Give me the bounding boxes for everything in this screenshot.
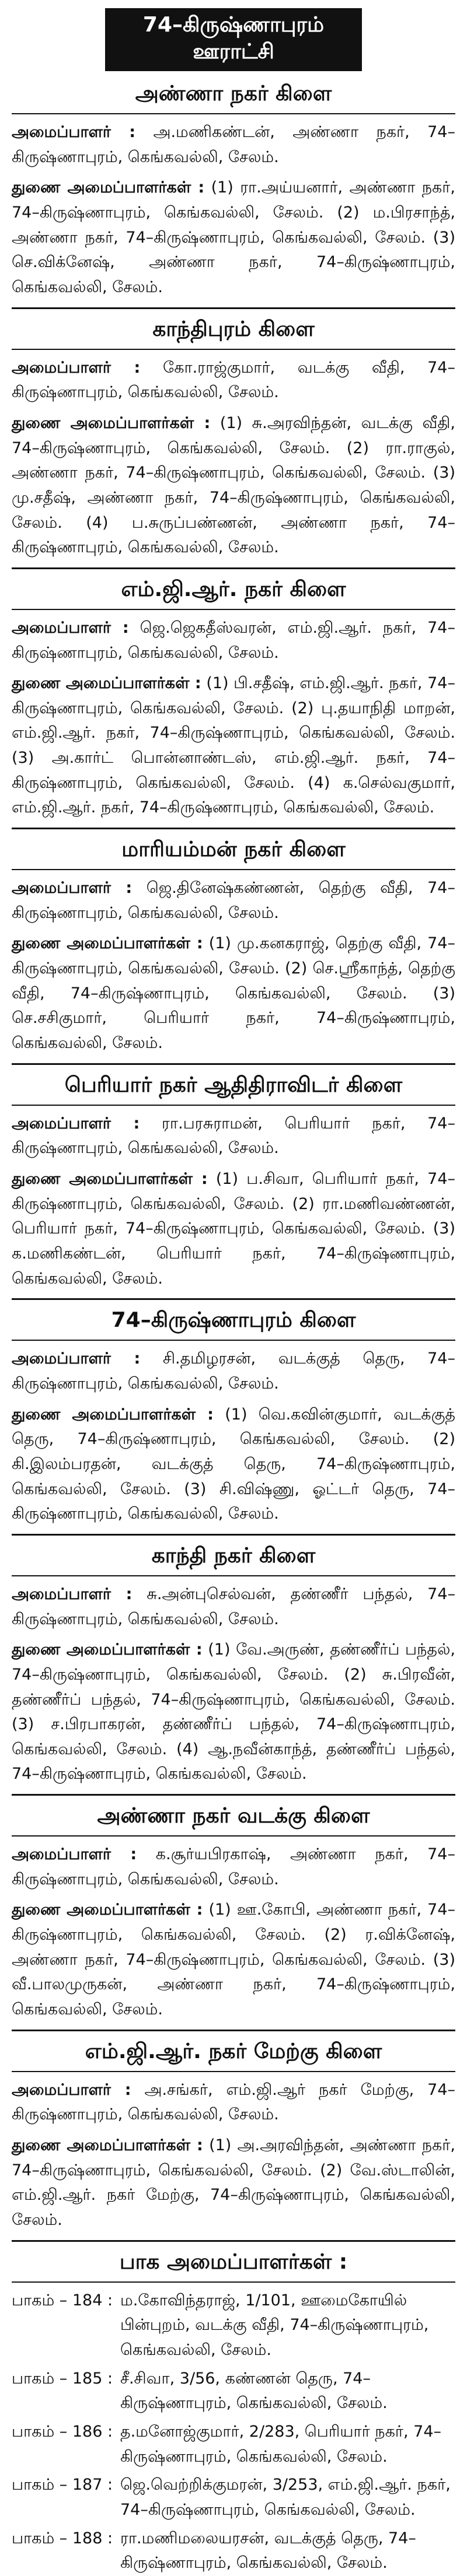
deputies-label: துணை அமைப்பாளர்கள் : bbox=[12, 1641, 203, 1659]
booth-row bbox=[12, 2473, 455, 2522]
organizer-paragraph bbox=[12, 876, 455, 926]
organizer-label: அமைப்பாளர் : bbox=[12, 618, 129, 637]
deputies-text: (1) ரா.அய்யனார், அண்ணா நகர், 74–கிருஷ்ணாபுரம், கெங்கவல்லி, சேலம். (2) ம.பிரசாந்த், அண்ணா நகர், 74–கிருஷ்ணாபுரம், கெங்கவல்லி, சேலம். (3) செ.விக்னேஷ், அண்ணா நகர், 74–கிருஷ்ணாபுரம், கெங்கவல்லி, சேலம். bbox=[12, 178, 455, 296]
organizer-text: சி.தமிழரசன், வடக்குத் தெரு, 74–கிருஷ்ணாபுரம், கெங்கவல்லி, சேலம். bbox=[12, 1350, 455, 1393]
section-divider bbox=[12, 2240, 455, 2242]
deputies-label: துணை அமைப்பாளர்கள் : bbox=[12, 413, 211, 432]
organizer-label: அமைப்பாளர் : bbox=[12, 358, 141, 377]
booth-detail: ரா.மணிமலையரசன், வடக்குத் தெரு, 74–கிருஷ்ணாபுரம், கெங்கவல்லி, சேலம். bbox=[120, 2529, 416, 2573]
branch-title: எம்.ஜி.ஆர். நகர் மேற்கு கிளை bbox=[85, 2039, 382, 2063]
deputies-label: துணை அமைப்பாளர்கள் : bbox=[12, 1901, 203, 1919]
branch-section bbox=[0, 1063, 467, 1292]
organizer-label: அமைப்பாளர் : bbox=[12, 1350, 141, 1368]
organizer-label: அமைப்பாளர் : bbox=[12, 1114, 140, 1133]
organizer-paragraph bbox=[12, 1582, 455, 1632]
section-rule bbox=[12, 1105, 455, 1106]
section-rule bbox=[12, 2071, 455, 2072]
organizer-text: கோ.ராஜ்குமார், வடக்கு வீதி, 74–கிருஷ்ணாபுரம், கெங்கவல்லி, சேலம். bbox=[12, 358, 455, 402]
organizer-paragraph bbox=[12, 2078, 455, 2128]
section-rule bbox=[12, 1835, 455, 1837]
deputies-text: (1) பி.சதீஷ், எம்.ஜி.ஆர். நகர், 74–கிருஷ்ணாபுரம், கெங்கவல்லி, சேலம். (2) பு.தயாநிதி மாறன், எம்.ஜி.ஆர். நகர், 74–கிருஷ்ணாபுரம், கெங்கவல்லி, சேலம். (3) அ.கார்ட் பொன்னாண்டஸ், எம்.ஜி.ஆர். நகர், 74–கிருஷ்ணாபுரம், கெங்கவல்லி, சேலம். (4) க.செல்வகுமார், எம்.ஜி.ஆர். நகர், 74–கிருஷ்ணாபுரம், கெங்கவல்லி, சேலம். bbox=[12, 674, 455, 817]
branch-section bbox=[0, 1298, 467, 1527]
section-divider bbox=[12, 2030, 455, 2031]
booth-row bbox=[12, 2420, 455, 2469]
section-rule bbox=[12, 869, 455, 870]
deputies-paragraph bbox=[12, 1403, 455, 1527]
booth-list bbox=[12, 2288, 455, 2576]
deputies-text: (1) ப.சிவா, பெரியார் நகர், 74–கிருஷ்ணாபுரம், கெங்கவல்லி, சேலம். (2) ரா.மணிவண்ணன், பெரியார் நகர், 74–கிருஷ்ணாபுரம், கெங்கவல்லி, சேலம். (3) க.மணிகண்டன், பெரியார் நகர், 74–கிருஷ்ணாபுரம், கெங்கவல்லி, சேலம். bbox=[12, 1170, 456, 1288]
deputies-label: துணை அமைப்பாளர்கள் : bbox=[12, 2136, 203, 2155]
branch-title: அண்ணா நகர் வடக்கு கிளை bbox=[97, 1804, 370, 1828]
section-rule bbox=[12, 113, 455, 114]
deputies-text: (1) அ.அரவிந்தன், அண்ணா நகர், 74–கிருஷ்ணாபுரம், கெங்கவல்லி, சேலம். (2) வே.ஸ்டாலின், எம்.ஜி.ஆர். நகர் மேற்கு, 74–கிருஷ்ணாபுரம், கெங்கவல்லி, சேலம். bbox=[12, 2136, 455, 2229]
booth-detail: ஜெ.வெற்றிக்குமரன், 3/253, எம்.ஜி.ஆர். நகர், 74–கிருஷ்ணாபுரம், கெங்கவல்லி, சேலம். bbox=[120, 2476, 451, 2519]
booth-number: பாகம் – 185 : bbox=[12, 2369, 113, 2388]
organizer-paragraph bbox=[12, 120, 455, 170]
branch-title: பெரியார் நகர் ஆதிதிராவிடர் கிளை bbox=[64, 1073, 403, 1097]
booth-row bbox=[12, 2288, 455, 2363]
organizer-label: அமைப்பாளர் : bbox=[12, 1845, 137, 1864]
section-divider bbox=[12, 567, 455, 569]
branch-section bbox=[0, 2030, 467, 2233]
branch-title: காந்திபுரம் கிளை bbox=[152, 317, 315, 341]
section-divider bbox=[12, 1534, 455, 1536]
booth-section-title: பாக அமைப்பாளர்கள் : bbox=[119, 2249, 348, 2274]
booth-detail: ம.கோவிந்தராஜ், 1/101, ஊமைகோயில் பின்புறம், வடக்கு வீதி, 74–கிருஷ்ணாபுரம், கெங்கவல்லி, சேலம். bbox=[120, 2291, 429, 2359]
booth-number: பாகம் – 188 : bbox=[12, 2529, 113, 2547]
booth-number: பாகம் – 187 : bbox=[12, 2476, 113, 2494]
deputies-label: துணை அமைப்பாளர்கள் : bbox=[12, 674, 201, 693]
booth-detail: சீ.சிவா, 3/56, கண்ணன் தெரு, 74–கிருஷ்ணாபுரம், கெங்கவல்லி, சேலம். bbox=[120, 2369, 388, 2413]
booth-row bbox=[12, 2367, 455, 2416]
branch-section bbox=[0, 1794, 467, 2023]
organizer-text: ஜெ.தினேஷ்கண்ணன், தெற்கு வீதி, 74–கிருஷ்ணாபுரம், கெங்கவல்லி, சேலம். bbox=[12, 879, 455, 922]
deputies-paragraph bbox=[12, 2133, 455, 2233]
organizer-text: சு.அன்புசெல்வன், தண்ணீர் பந்தல், 74–கிருஷ்ணாபுரம், கெங்கவல்லி, சேலம். bbox=[12, 1585, 455, 1628]
branch-title: மாரியம்மன் நகர் கிளை bbox=[121, 837, 346, 862]
organizer-text: க.சூர்யபிரகாஷ், அண்ணா நகர், 74–கிருஷ்ணாபுரம், கெங்கவல்லி, சேலம். bbox=[12, 1845, 455, 1888]
branch-section bbox=[0, 82, 467, 300]
organizer-label: அமைப்பாளர் : bbox=[12, 123, 136, 141]
organizer-text: அ.மணிகண்டன், அண்ணா நகர், 74–கிருஷ்ணாபுரம், கெங்கவல்லி, சேலம். bbox=[12, 123, 455, 166]
deputies-text: (1) ஊ.கோபி, அண்ணா நகர், 74–கிருஷ்ணாபுரம், கெங்கவல்லி, சேலம். (2) ர.விக்னேஷ், அண்ணா நகர், 74–கிருஷ்ணாபுரம், கெங்கவல்லி, சேலம். (3) வீ.பாலமுருகன், அண்ணா நகர், 74–கிருஷ்ணாபுரம், கெங்கவல்லி, சேலம். bbox=[12, 1901, 455, 2019]
deputies-text: (1) வே.அருண், தண்ணீர்ப் பந்தல், 74–கிருஷ்ணாபுரம், கெங்கவல்லி, சேலம். (2) சு.பிரவீன், தண்ணீர்ப் பந்தல், 74–கிருஷ்ணாபுரம், கெங்கவல்லி, சேலம். (3) ச.பிரபாகரன், தண்ணீர்ப் பந்தல், 74–கிருஷ்ணாபுரம், கெங்கவல்லி, சேலம். (4) ஆ.நவீன்காந்த், தண்ணீர்ப் பந்தல், 74–கிருஷ்ணாபுரம், கெங்கவல்லி, சேலம். bbox=[12, 1641, 456, 1783]
branch-title: அண்ணா நகர் கிளை bbox=[135, 82, 332, 106]
deputies-paragraph bbox=[12, 411, 455, 560]
section-rule bbox=[12, 349, 455, 350]
section-divider bbox=[12, 307, 455, 309]
branch-section bbox=[0, 567, 467, 821]
deputies-paragraph bbox=[12, 1167, 455, 1291]
deputies-paragraph bbox=[12, 671, 455, 821]
booth-row bbox=[12, 2526, 455, 2576]
deputies-text: (1) சு.அரவிந்தன், வடக்கு வீதி, 74–கிருஷ்ணாபுரம், கெங்கவல்லி, சேலம். (2) ரா.ராகுல், அண்ணா நகர், 74–கிருஷ்ணாபுரம், கெங்கவல்லி, சேலம். (3) மு.சதீஷ், அண்ணா நகர், 74–கிருஷ்ணாபுரம், கெங்கவல்லி, சேலம். (4) ப.சுருப்பண்ணன், அண்ணா நகர், 74–கிருஷ்ணாபுரம், கெங்கவல்லி, சேலம். bbox=[12, 413, 455, 557]
deputies-label: துணை அமைப்பாளர்கள் : bbox=[12, 1405, 214, 1424]
section-rule bbox=[12, 2281, 455, 2283]
organizer-text: அ.சங்கர், எம்.ஜி.ஆர் நகர் மேற்கு, 74–கிருஷ்ணாபுரம், கெங்கவல்லி, சேலம். bbox=[12, 2080, 456, 2124]
deputies-paragraph bbox=[12, 1898, 455, 2022]
organizer-label: அமைப்பாளர் : bbox=[12, 879, 133, 898]
branch-title: காந்தி நகர் கிளை bbox=[151, 1543, 316, 1568]
section-rule bbox=[12, 1575, 455, 1576]
branch-section bbox=[0, 307, 467, 560]
organizer-paragraph bbox=[12, 616, 455, 665]
branch-title: எம்.ஜி.ஆர். நகர் கிளை bbox=[121, 577, 346, 601]
organizer-label: அமைப்பாளர் : bbox=[12, 2080, 131, 2099]
section-rule bbox=[12, 1340, 455, 1341]
booth-section bbox=[0, 2240, 467, 2576]
branch-section bbox=[0, 1534, 467, 1787]
organizer-paragraph bbox=[12, 1842, 455, 1892]
organizer-label: அமைப்பாளர் : bbox=[12, 1585, 133, 1603]
branch-list bbox=[0, 82, 467, 2233]
section-divider bbox=[12, 1063, 455, 1065]
organizer-text: ஜெ.ஜெகதீஸ்வரன், எம்.ஜி.ஆர். நகர், 74–கிருஷ்ணாபுரம், கெங்கவல்லி, சேலம். bbox=[12, 618, 455, 662]
deputies-text: (1) வெ.கவின்குமார், வடக்குத் தெரு, 74–கிருஷ்ணாபுரம், கெங்கவல்லி, சேலம். (2) கி.இலம்பரதன், வடக்குத் தெரு, 74–கிருஷ்ணாபுரம், கெங்கவல்லி, சேலம். (3) சி.விஷ்ணு, ஓட்டர் தெரு, 74–கிருஷ்ணாபுரம், கெங்கவல்லி, சேலம். bbox=[12, 1405, 455, 1523]
branch-title: 74–கிருஷ்ணாபுரம் கிளை bbox=[111, 1308, 356, 1333]
deputies-label: துணை அமைப்பாளர்கள் : bbox=[12, 934, 203, 953]
section-divider bbox=[12, 1298, 455, 1300]
section-rule bbox=[12, 609, 455, 610]
booth-number: பாகம் – 184 : bbox=[12, 2291, 113, 2309]
booth-detail: த.மனோஜ்குமார், 2/283, பெரியார் நகர், 74–கிருஷ்ணாபுரம், கெங்கவல்லி, சேலம். bbox=[120, 2422, 441, 2466]
organizer-paragraph bbox=[12, 356, 455, 405]
deputies-paragraph bbox=[12, 176, 455, 300]
deputies-text: (1) மு.கனகராஜ், தெற்கு வீதி, 74–கிருஷ்ணாபுரம், கெங்கவல்லி, சேலம். (2) செ.ஸ்ரீகாந்த், தெற்கு வீதி, 74–கிருஷ்ணாபுரம், கெங்கவல்லி, சேலம். (3) செ.சசிகுமார், பெரியார் நகர், 74–கிருஷ்ணாபுரம், கெங்கவல்லி, சேலம். bbox=[12, 934, 455, 1053]
page-title: 74–கிருஷ்ணாபுரம் ஊராட்சி bbox=[105, 8, 362, 71]
branch-section bbox=[0, 828, 467, 1056]
deputies-paragraph bbox=[12, 1638, 455, 1787]
booth-number: பாகம் – 186 : bbox=[12, 2422, 113, 2441]
section-divider bbox=[12, 828, 455, 829]
deputies-label: துணை அமைப்பாளர்கள் : bbox=[12, 178, 205, 197]
deputies-label: துணை அமைப்பாளர்கள் : bbox=[12, 1170, 208, 1188]
organizer-paragraph bbox=[12, 1347, 455, 1396]
deputies-paragraph bbox=[12, 931, 455, 1056]
section-divider bbox=[12, 1794, 455, 1796]
organizer-paragraph bbox=[12, 1112, 455, 1161]
organizer-text: ரா.பரசுராமன், பெரியார் நகர், 74–கிருஷ்ணாபுரம், கெங்கவல்லி, சேலம். bbox=[12, 1114, 455, 1158]
